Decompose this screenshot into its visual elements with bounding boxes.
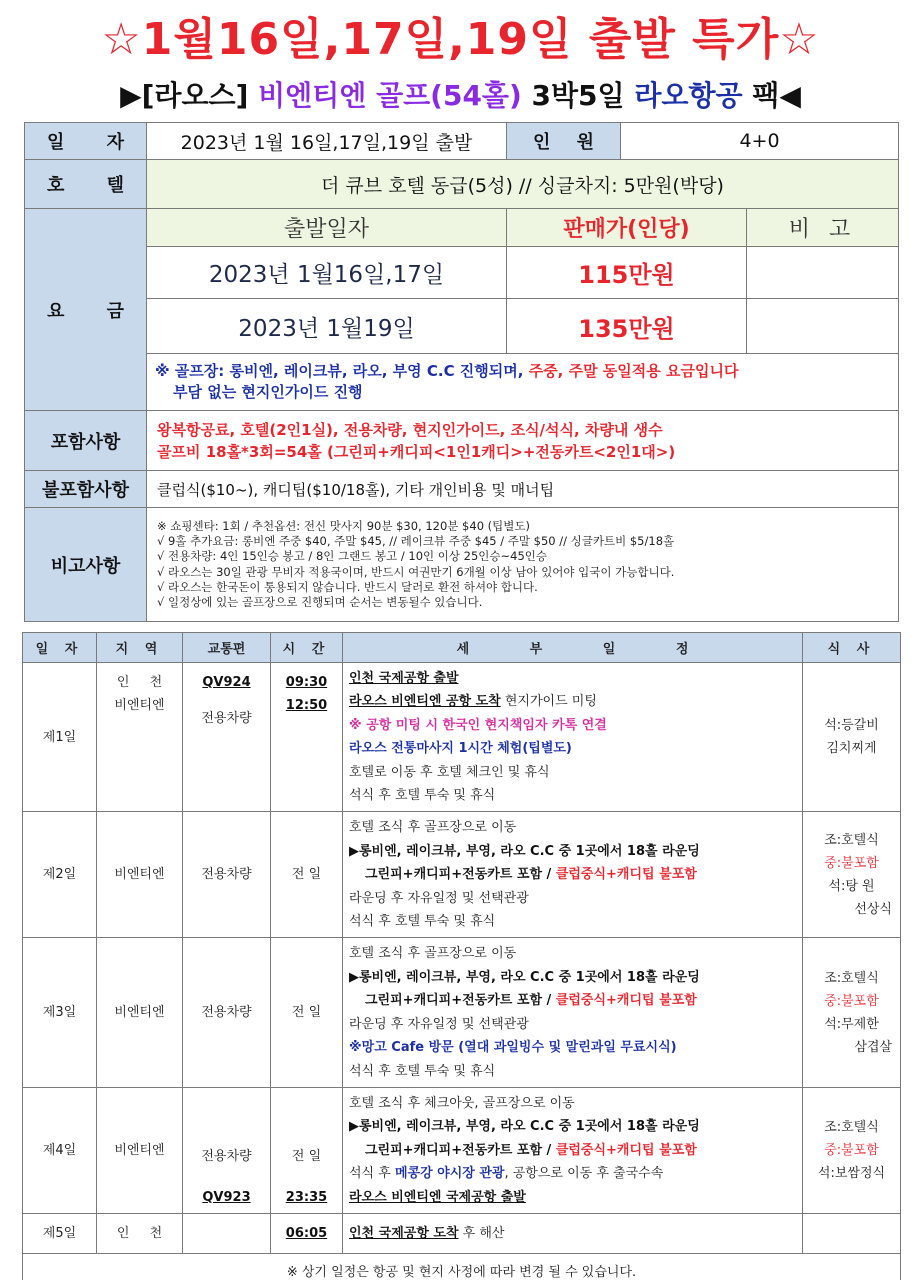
meal-line: 석:탕 원 [828, 878, 875, 894]
meal-line: 선상식 [854, 901, 892, 917]
day-4-time [271, 1087, 343, 1213]
excluded-value: 클럽식($10~), 캐디팁($10/18홀), 기타 개인비용 및 매너팁 [147, 471, 899, 508]
day-5-transport [183, 1213, 271, 1253]
time-full-day: 전 일 [291, 1148, 322, 1164]
subtitle-duration: 3박5일 [531, 79, 625, 112]
day-4-detail [343, 1087, 803, 1213]
fee-note-1a: ※ 골프장: 롱비엔, 레이크뷰, 라오, 부영 C.C 진행되며, [155, 362, 529, 380]
time-arrive: 06:05 [285, 1225, 328, 1241]
meal-line: 석:보쌈정식 [817, 1165, 886, 1181]
meal-line: 석:등갈비 [824, 718, 879, 734]
detail-line: 라운딩 후 자유일정 및 선택관광 [349, 890, 529, 906]
subtitle-product: 비엔티엔 골프(54홀) [258, 79, 522, 112]
detail-line: 석식 후 호텔 투숙 및 휴식 [349, 914, 496, 930]
detail-line: 인천 국제공항 도착 [349, 1225, 459, 1241]
included-items [147, 411, 899, 471]
fee-row-1-price: 115만원 [507, 247, 747, 299]
itinerary-table [22, 632, 901, 1280]
detail-line: 후 해산 [458, 1225, 505, 1241]
detail-line: 석식 후 호텔 투숙 및 휴식 [349, 788, 496, 804]
detail-line: ※망고 Cafe 방문 (열대 과일빙수 및 말린과일 무료시식) [349, 1040, 677, 1056]
detail-line: 호텔로 이동 후 호텔 체크인 및 휴식 [349, 764, 550, 780]
time-depart: 09:30 [285, 675, 328, 690]
day-4-region: 비엔티엔 [97, 1087, 183, 1213]
flight-code: QV923 [202, 1189, 251, 1205]
meal-line: 중:불포함 [824, 993, 879, 1009]
day-1: 제1일 [23, 663, 97, 812]
detail-line: 클럽중식+캐디팁 불포함 [555, 867, 697, 883]
detail-line: ※ 공항 미팅 시 한국인 현지책임자 카톡 연결 [349, 717, 607, 733]
product-subtitle [0, 74, 921, 118]
detail-line: , 공항으로 이동 후 출국수속 [504, 1166, 664, 1182]
time-arrive: 12:50 [285, 698, 328, 713]
day-2-time: 전 일 [271, 812, 343, 938]
day-1-detail [343, 663, 803, 812]
fee-row-2-date: 2023년 1월19일 [147, 299, 507, 354]
detail-line: 라운딩 후 자유일정 및 선택관광 [349, 1016, 529, 1032]
col-price: 판매가(인당) [507, 209, 747, 247]
misc-line: √ 일정상에 있는 골프장으로 진행되며 순서는 변동될수 있습니다. [157, 595, 483, 610]
day-2-region: 비엔티엔 [97, 812, 183, 938]
day-1-region [97, 663, 183, 812]
meal-line: 김치찌게 [826, 741, 877, 757]
detail-line: 메콩강 야시장 관광 [394, 1166, 505, 1182]
col-note: 비 고 [747, 209, 899, 247]
fee-row-1-date: 2023년 1월16일,17일 [147, 247, 507, 299]
people-label: 인 원 [507, 123, 621, 160]
detail-line: 클럽중식+캐디팁 불포함 [555, 1142, 697, 1158]
misc-notes [147, 508, 899, 622]
people-value: 4+0 [621, 123, 899, 160]
meal-line: 조:호텔식 [824, 1119, 879, 1135]
day-3-time: 전 일 [271, 938, 343, 1087]
col-detail: 세 부 일 정 [343, 633, 803, 663]
detail-line: 라오스 전통마사지 1시간 체험(팁별도) [349, 741, 572, 757]
detail-line: 라오스 비엔티엔 국제공항 출발 [349, 1189, 526, 1205]
fee-notes [147, 354, 899, 411]
included-line-1: 왕복항공료, 호텔(2인1실), 전용차량, 현지인가이드, 조식/석식, 차량내 생수 [157, 420, 663, 439]
day-3-transport: 전용차량 [183, 938, 271, 1087]
day-4-transport [183, 1087, 271, 1213]
day-5: 제5일 [23, 1213, 97, 1253]
transport-car: 전용차량 [201, 1148, 252, 1164]
subtitle-airline: 라오항공 [634, 79, 743, 112]
day-5-time [271, 1213, 343, 1253]
day-2-detail [343, 812, 803, 938]
detail-line: 석식 후 [349, 1166, 395, 1182]
fee-label: 요 금 [25, 209, 147, 411]
detail-line: 그린피+캐디피+전동카트 포함 / [365, 1142, 556, 1158]
hotel-label: 호 텔 [25, 160, 147, 209]
detail-line: 호텔 조식 후 골프장으로 이동 [349, 946, 517, 962]
meal-line: 조:호텔식 [824, 832, 879, 848]
fee-note-1b: 주중, 주말 동일적용 요금입니다 [528, 362, 739, 380]
col-meal: 식 사 [803, 633, 901, 663]
day-5-detail [343, 1213, 803, 1253]
detail-line: 현지가이드 미팅 [500, 694, 597, 710]
day-4: 제4일 [23, 1087, 97, 1213]
included-line-2: 골프비 18홀*3회=54홀 (그린피+캐디피<1인1캐디>+전동카트<2인1대>) [157, 442, 676, 461]
meal-line: 중:불포함 [824, 1142, 879, 1158]
schedule-footer-note: ※ 상기 일정은 항공 및 현지 사정에 따라 변경 될 수 있습니다. [23, 1253, 901, 1280]
day-5-region: 인 천 [97, 1213, 183, 1253]
transport-car: 전용차량 [201, 711, 252, 726]
detail-line: ▶롱비엔, 레이크뷰, 부영, 라오 C.C 중 1곳에서 18홀 라운딩 [349, 1119, 700, 1135]
misc-line: √ 라오스는 30일 관광 무비자 적용국이며, 반드시 여권만기 6개월 이상 남아 있어야 입국이 가능합니다. [157, 564, 675, 579]
time-depart: 23:35 [285, 1189, 328, 1205]
day-1-time [271, 663, 343, 812]
fee-note-2: 부담 없는 현지인가이드 진행 [173, 383, 363, 401]
meal-line: 중:불포함 [824, 855, 879, 871]
included-label: 포함사항 [25, 411, 147, 471]
detail-line: 그린피+캐디피+전동카트 포함 / [365, 993, 556, 1009]
misc-line: √ 전용차량: 4인 15인승 봉고 / 8인 그랜드 봉고 / 10인 이상 25인승~45인승 [157, 549, 548, 564]
detail-line: 석식 후 호텔 투숙 및 휴식 [349, 1063, 496, 1079]
meal-line: 석:무제한 [824, 1016, 879, 1032]
misc-label: 비고사항 [25, 508, 147, 622]
day-2: 제2일 [23, 812, 97, 938]
day-3-meal [803, 938, 901, 1087]
day-3: 제3일 [23, 938, 97, 1087]
excluded-label: 불포함사항 [25, 471, 147, 508]
date-value: 2023년 1월 16일,17일,19일 출발 [147, 123, 507, 160]
day-4-meal [803, 1087, 901, 1213]
day-3-detail [343, 938, 803, 1087]
day-1-transport [183, 663, 271, 812]
product-info-table [24, 122, 899, 622]
day-1-meal [803, 663, 901, 812]
day-3-region: 비엔티엔 [97, 938, 183, 1087]
day-2-transport: 전용차량 [183, 812, 271, 938]
detail-line: 호텔 조식 후 체크아웃, 골프장으로 이동 [349, 1095, 575, 1111]
col-day: 일 자 [23, 633, 97, 663]
page-title: ☆1월16일,17일,19일 출발 특가☆ [101, 14, 820, 65]
detail-line: 그린피+캐디피+전동카트 포함 / [365, 867, 556, 883]
col-departure-date: 출발일자 [147, 209, 507, 247]
fee-row-2-price: 135만원 [507, 299, 747, 354]
misc-line: √ 9홀 추가요금: 롱비엔 주중 $40, 주말 $45, // 레이크뷰 주중 $45 / 주말 $50 // 싱글카트비 $5/18홀 [157, 533, 675, 548]
subtitle-suffix: 팩◀ [752, 79, 801, 112]
col-transport: 교통편 [183, 633, 271, 663]
col-time: 시 간 [271, 633, 343, 663]
detail-line: ▶롱비엔, 레이크뷰, 부영, 라오 C.C 중 1곳에서 18홀 라운딩 [349, 843, 700, 859]
fee-row-1-note [747, 247, 899, 299]
detail-line: 클럽중식+캐디팁 불포함 [555, 993, 697, 1009]
flight-code: QV924 [202, 675, 251, 690]
day-5-meal [803, 1213, 901, 1253]
misc-line: ※ 쇼핑센타: 1회 / 추천옵션: 전신 맛사지 90분 $30, 120분 $40 (팁별도) [157, 518, 530, 533]
detail-line: ▶롱비엔, 레이크뷰, 부영, 라오 C.C 중 1곳에서 18홀 라운딩 [349, 969, 700, 985]
misc-line: √ 라오스는 한국돈이 통용되지 않습니다. 반드시 달러로 환전 하셔야 합니다. [157, 579, 538, 594]
col-region: 지 역 [97, 633, 183, 663]
fee-row-2-note [747, 299, 899, 354]
detail-line: 호텔 조식 후 골프장으로 이동 [349, 820, 517, 836]
detail-line: 인천 국제공항 출발 [349, 671, 459, 686]
region-line: 비엔티엔 [114, 698, 165, 713]
meal-line: 삼겹살 [854, 1039, 892, 1055]
date-label: 일 자 [25, 123, 147, 160]
subtitle-prefix: ▶[라오스] [120, 79, 249, 112]
hotel-value: 더 큐브 호텔 동급(5성) // 싱글차지: 5만원(박당) [147, 160, 899, 209]
detail-line: 라오스 비엔티엔 공항 도착 [349, 694, 501, 710]
day-2-meal [803, 812, 901, 938]
meal-line: 조:호텔식 [824, 970, 879, 986]
region-line: 인 천 [116, 675, 171, 690]
